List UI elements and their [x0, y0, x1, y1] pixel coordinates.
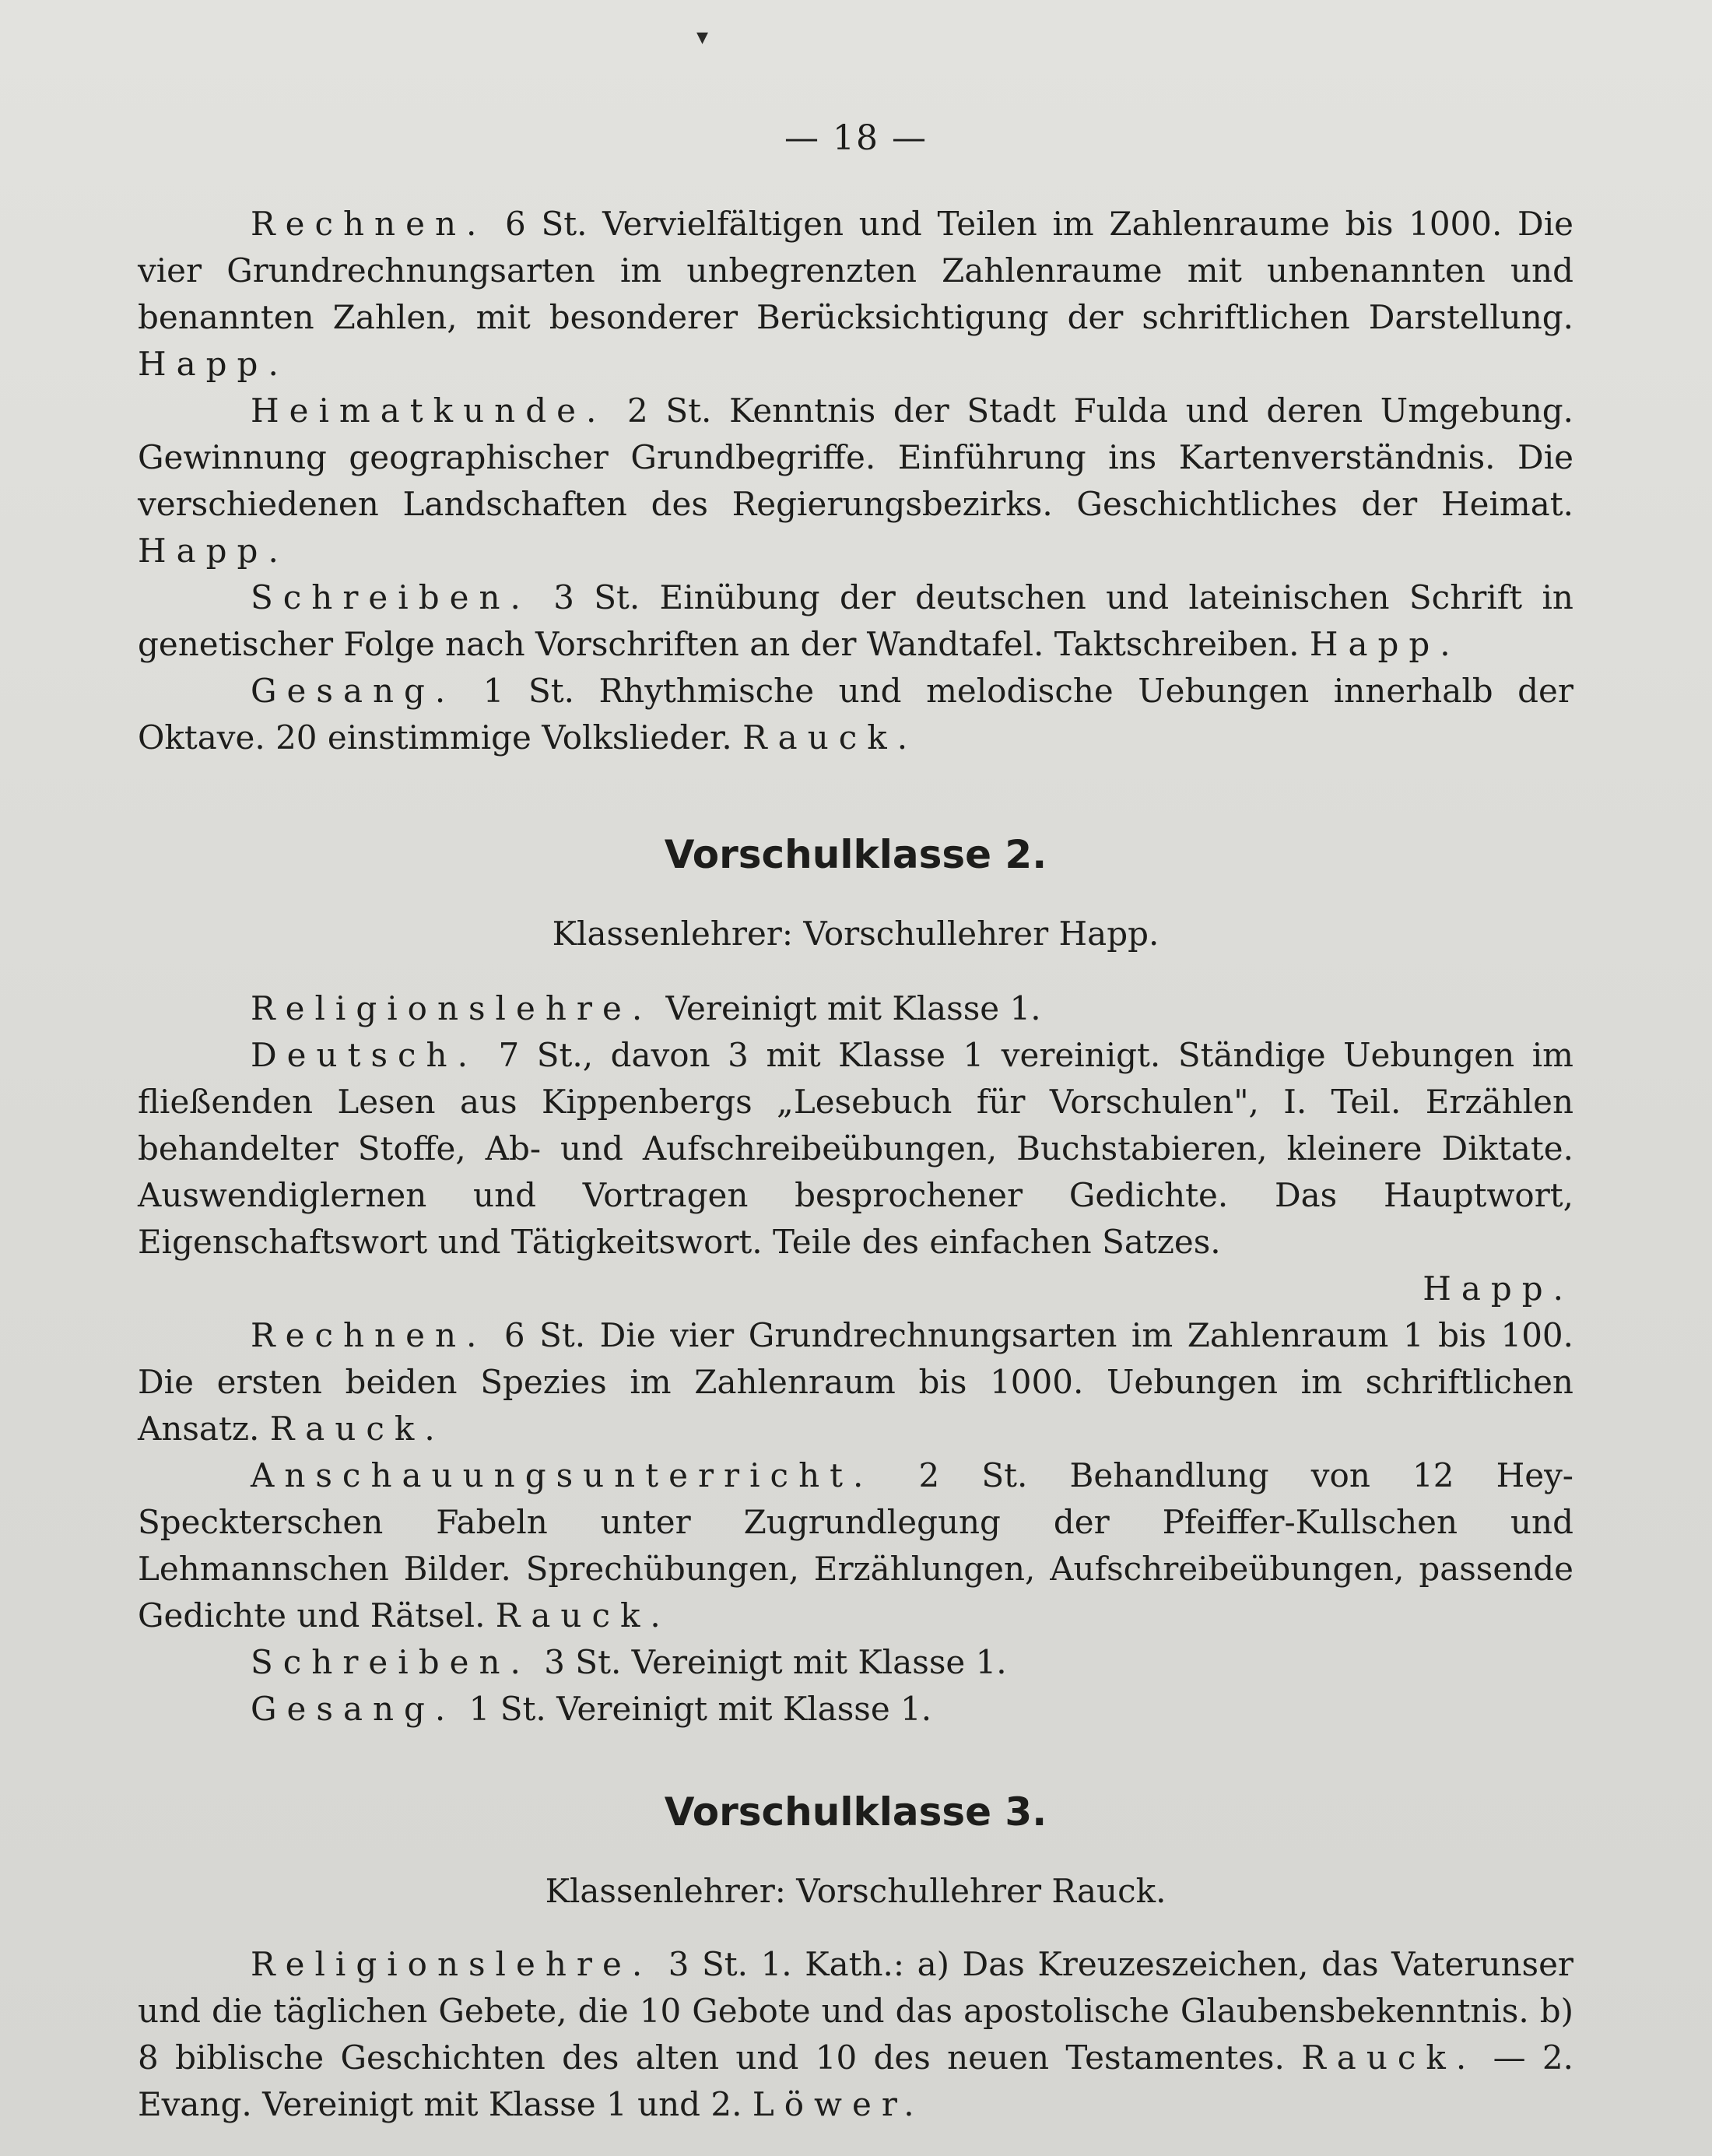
teacher-name: Happ. — [138, 532, 289, 570]
paragraph-text: 6 St. Vervielfältigen und Teilen im Zahlenraume bis 1000. Die vier Grundrechnungsarten im unbegrenzten Zahlenraume mit unbenannten und benannten Zahlen, mit besonderer Berücksichtigung der schriftlichen Darstellung. — [138, 205, 1573, 336]
paragraph-text: 1 St. Vereinigt mit Klasse 1. — [468, 1690, 932, 1728]
paragraph-text: 1 St. Rhythmische und melodische Uebungen innerhalb der Oktave. 20 einstimmige Volkslieder. — [138, 672, 1573, 757]
subject-keyword: Rechnen. — [251, 205, 487, 243]
teacher-name: Happ. — [1423, 1269, 1573, 1308]
teacher-name: Rauck. — [1301, 2038, 1477, 2077]
page-body — [138, 201, 1573, 2128]
paragraph-text: 2 St. Behandlung von 12 Hey-Speckterschen Fabeln unter Zugrundlegung der Pfeiffer-Kullschen und Lehmannschen Bilder. Sprechübungen, Erzählungen, Aufschreibeübungen, passende Gedichte und Rätsel. — [138, 1456, 1573, 1635]
paragraph-text: 6 St. Die vier Grundrechnungsarten im Zahlenraum 1 bis 100. Die ersten beiden Spezies im Zahlenraum bis 1000. Uebungen im schriftlichen Ansatz. — [138, 1316, 1573, 1448]
section-heading-klasse-3: Vorschulklasse 3. — [664, 1789, 1047, 1835]
class-teacher-line: Klassenlehrer: Vorschullehrer Happ. — [552, 915, 1159, 953]
paragraph-heimatkunde — [138, 388, 1573, 574]
page-number: — 18 — — [784, 118, 928, 158]
teacher-name: Rauck. — [269, 1410, 445, 1448]
section-heading-klasse-2: Vorschulklasse 2. — [664, 832, 1047, 877]
paragraph-text: Vereinigt mit Klasse 1. — [665, 989, 1041, 1027]
paragraph-rechnen — [138, 201, 1573, 388]
paragraph-text: 3 St. 1. Kath.: a) Das Kreuzeszeichen, das Vaterunser und die täglichen Gebete, die 10 Gebote und das apostolische Glaubensbekenntnis. b) 8 biblische Geschichten des alten und 10 des neuen Testamentes. — [138, 1945, 1574, 2077]
subject-keyword: Religionslehre. — [251, 1945, 653, 1983]
subject-keyword: Deutsch. — [251, 1036, 478, 1074]
paragraph-text: 3 St. Vereinigt mit Klasse 1. — [544, 1643, 1007, 1681]
teacher-name: Happ. — [1309, 625, 1461, 663]
paragraph-text: 3 St. Einübung der deutschen und lateinischen Schrift in genetischer Folge nach Vorschriften an der Wandtafel. Taktschreiben. — [138, 578, 1573, 663]
paragraph-gesang — [138, 668, 1573, 761]
paragraph-anschauungsunterricht — [138, 1452, 1573, 1639]
subject-keyword: Heimatkunde. — [251, 392, 607, 430]
paragraph-schreiben-2 — [138, 1639, 1573, 1686]
paragraph-text: 2 St. Kenntnis der Stadt Fulda und deren Umgebung. Gewinnung geographischer Grundbegriffe. Einführung ins Kartenverständnis. Die verschiedenen Landschaften des Regierungsbezirks. Geschichtliches der Heimat. — [138, 392, 1573, 523]
subject-keyword: Rechnen. — [251, 1316, 487, 1354]
subject-keyword: Schreiben. — [251, 1643, 531, 1681]
paragraph-text: 7 St., davon 3 mit Klasse 1 vereinigt. Ständige Uebungen im fließenden Lesen aus Kippenbergs „Lesebuch für Vorschulen", I. Teil. Erzählen behandelter Stoffe, Ab- und Aufschreibeübungen, Buchstabieren, kleinere Diktate. Auswendiglernen und Vortragen besprochener Gedichte. Das Hauptwort, Eigenschaftswort und Tätigkeitswort. Teile des einfachen Satzes. — [138, 1036, 1573, 1261]
teacher-name: Löwer. — [752, 2085, 924, 2123]
teacher-name: Rauck. — [742, 718, 918, 757]
teacher-name-right — [138, 1266, 1573, 1312]
subject-keyword: Schreiben. — [251, 578, 531, 616]
teacher-name: Happ. — [138, 345, 289, 383]
paragraph-rechnen-2 — [138, 1312, 1573, 1452]
subject-keyword: Gesang. — [251, 1690, 456, 1728]
paragraph-deutsch — [138, 1032, 1573, 1266]
teacher-name: Rauck. — [495, 1596, 671, 1635]
paragraph-gesang-2 — [138, 1686, 1573, 1733]
class-teacher-line: Klassenlehrer: Vorschullehrer Rauck. — [545, 1872, 1166, 1910]
subject-keyword: Gesang. — [251, 672, 456, 710]
paragraph-schreiben — [138, 574, 1573, 668]
paragraph-text: — 2. Evang. Vereinigt mit Klasse 1 und 2. — [138, 2038, 1573, 2123]
subject-keyword: Anschauungsunterricht. — [251, 1456, 874, 1494]
ink-mark: ▾ — [696, 23, 709, 51]
subject-keyword: Religionslehre. — [251, 989, 653, 1027]
paragraph-religionslehre-3 — [138, 1941, 1573, 2128]
paragraph-religionslehre — [138, 985, 1573, 1032]
